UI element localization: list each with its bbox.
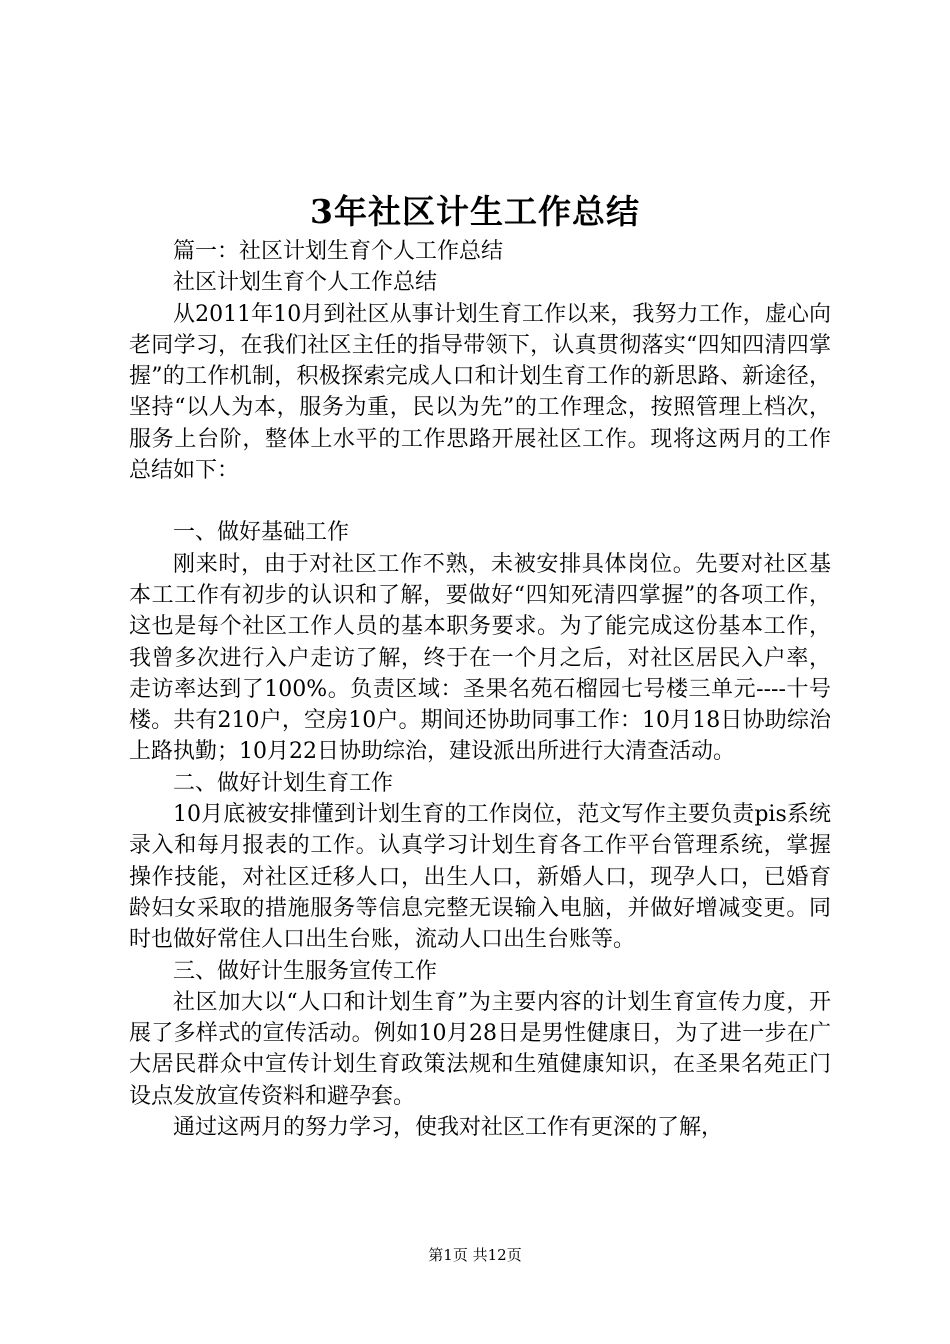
- document-title: 3年社区计生工作总结: [310, 192, 640, 231]
- section-heading: 篇一：社区计划生育个人工作总结: [173, 239, 504, 264]
- heading-family-planning: 二、做好计划生育工作: [173, 770, 394, 796]
- paragraph-basic-work: 刚来时，由于对社区工作不熟，未被安排具体岗位。先要对社区基本工工作有初步的认识和了解，要做好“四知死清四掌握”的各项工作，这也是每个社区工作人员的基本职务要求。为了能完成这份基本工作，我曾多次进行入户走访了解，终于在一个月之后，对社区居民入户率，走访率达到了100%。负责区域：圣果名苑石榴园七号楼三单元----十号楼。共有210户，空房10户。期间还协助同事工作：10月18日协助综治上路执勤；10月22日协助综治，建设派出所进行大清查活动。: [129, 551, 831, 765]
- heading-publicity: 三、做好计生服务宣传工作: [173, 958, 438, 984]
- document-body: [129, 236, 831, 1143]
- paragraph-family-planning: 10月底被安排懂到计划生育的工作岗位，范文写作主要负责pis系统录入和每月报表的工作。认真学习计划生育各工作平台管理系统，掌握操作技能，对社区迁移人口，出生人口，新婚人口，现孕人口，已婚育龄妇女采取的措施服务等信息完整无误输入电脑，并做好增减变更。同时也做好常住人口出生台账，流动人口出生台账等。: [129, 802, 831, 953]
- paragraph-conclusion: 通过这两月的努力学习，使我对社区工作有更深的了解，: [173, 1115, 724, 1141]
- page-footer: 第1页 共12页: [428, 1246, 522, 1264]
- heading-basic-work: 一、做好基础工作: [173, 520, 350, 546]
- paragraph-publicity: 社区加大以“人口和计划生育”为主要内容的计划生育宣传力度，开展了多样式的宣传活动。例如10月28日是男性健康日，为了进一步在广大居民群众中宣传计划生育政策法规和生殖健康知识，在圣果名苑正门设点发放宣传资料和避孕套。: [129, 989, 831, 1109]
- subtitle: 社区计划生育个人工作总结: [173, 270, 438, 296]
- intro-paragraph: 从2011年10月到社区从事计划生育工作以来，我努力工作，虚心向老同学习，在我们社区主任的指导带领下，认真贯彻落实“四知四清四掌握”的工作机制，积极探索完成人口和计划生育工作的新思路、新途径，坚持“以人为本，服务为重，民以为先”的工作理念，按照管理上档次，服务上台阶，整体上水平的工作思路开展社区工作。现将这两月的工作总结如下：: [129, 301, 831, 484]
